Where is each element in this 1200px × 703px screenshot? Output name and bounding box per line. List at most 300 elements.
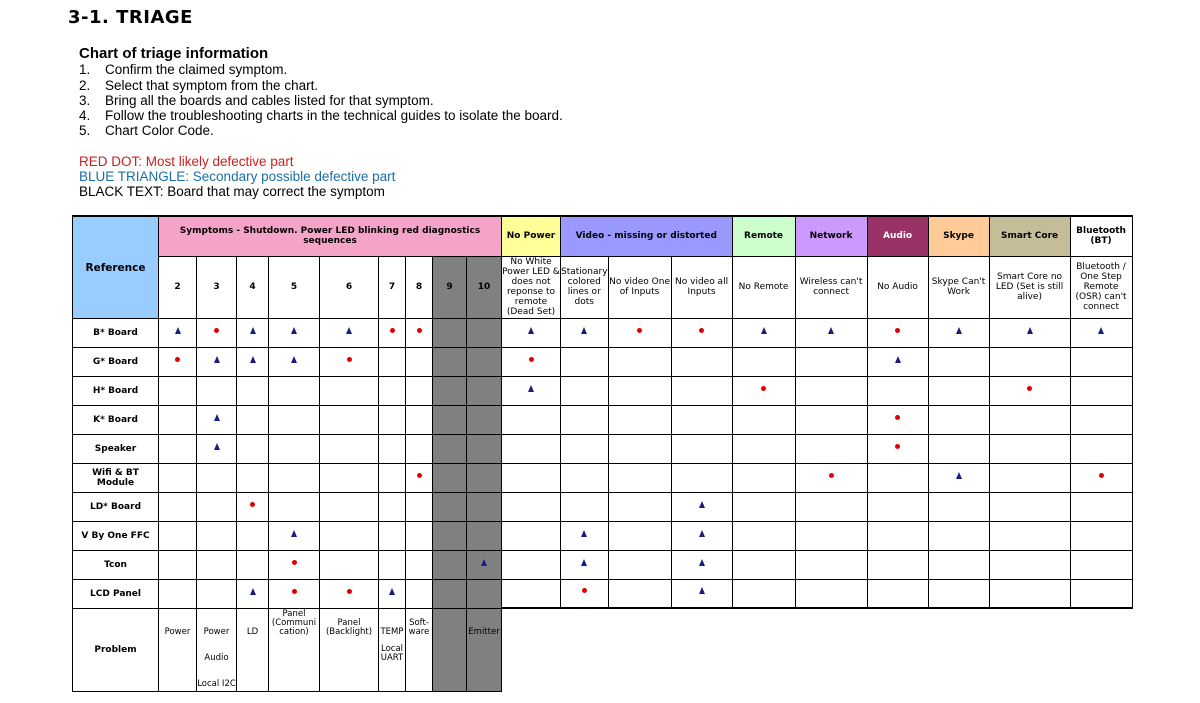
table-row xyxy=(73,550,1133,579)
table-cell xyxy=(433,405,467,434)
table-cell xyxy=(561,492,609,521)
row-label: G* Board xyxy=(73,347,159,376)
table-cell xyxy=(197,579,237,608)
table-cell xyxy=(467,405,502,434)
table-cell xyxy=(732,550,795,579)
table-cell xyxy=(989,347,1070,376)
table-cell xyxy=(433,318,467,347)
blue-triangle-icon xyxy=(699,559,705,566)
table-cell xyxy=(502,463,561,492)
problem-text: Panel (Communi cation) xyxy=(271,608,317,637)
table-cell xyxy=(433,434,467,463)
table-cell xyxy=(928,521,989,550)
table-cell xyxy=(795,463,867,492)
table-cell xyxy=(795,376,867,405)
step-item xyxy=(79,123,563,138)
column-header: No White Power LED & does not reponse to remote (Dead Set) xyxy=(502,257,560,317)
step-text: Follow the troubleshooting charts in the technical guides to isolate the board. xyxy=(105,108,563,124)
table-cell xyxy=(159,405,197,434)
table-cell xyxy=(1070,492,1132,521)
table-cell xyxy=(732,579,795,608)
table-cell xyxy=(467,579,502,608)
blue-triangle-icon xyxy=(291,327,297,334)
table-cell xyxy=(867,318,928,347)
table-cell xyxy=(433,579,467,608)
legend-red-dot: RED DOT: Most likely defective part xyxy=(79,153,294,169)
table-cell xyxy=(159,318,197,347)
table-cell xyxy=(867,434,928,463)
reference-header: Reference xyxy=(73,216,159,318)
table-cell xyxy=(795,579,867,608)
problem-cell xyxy=(406,608,433,691)
blue-triangle-icon xyxy=(699,501,705,508)
problem-text: Panel (Backlight) xyxy=(325,617,373,637)
table-cell xyxy=(467,347,502,376)
table-cell xyxy=(159,376,197,405)
table-cell xyxy=(159,550,197,579)
table-cell xyxy=(561,376,609,405)
column-header: No Remote xyxy=(732,256,795,318)
blue-triangle-icon xyxy=(581,559,587,566)
table-cell xyxy=(379,376,406,405)
step-number: 2. xyxy=(79,77,91,93)
blue-triangle-icon xyxy=(761,327,767,334)
table-cell xyxy=(928,492,989,521)
table-cell xyxy=(379,492,406,521)
table-cell xyxy=(608,434,671,463)
problem-text: LD xyxy=(246,626,259,637)
step-number: 3. xyxy=(79,92,91,108)
table-row xyxy=(73,376,1133,405)
table-cell xyxy=(406,463,433,492)
table-cell xyxy=(561,579,609,608)
table-cell xyxy=(502,579,561,608)
group-no-power: No Power xyxy=(502,216,561,256)
table-cell xyxy=(867,405,928,434)
problem-text: Audio xyxy=(204,652,229,663)
step-item xyxy=(79,78,563,93)
table-cell xyxy=(867,579,928,608)
step-item xyxy=(79,62,563,77)
table-cell xyxy=(433,376,467,405)
table-cell xyxy=(671,492,732,521)
table-row xyxy=(73,318,1133,347)
table-cell xyxy=(671,376,732,405)
table-cell xyxy=(989,376,1070,405)
step-number: 5. xyxy=(79,123,91,139)
red-dot-icon xyxy=(895,328,900,333)
table-cell xyxy=(608,405,671,434)
blue-triangle-icon xyxy=(346,327,352,334)
table-cell xyxy=(320,376,379,405)
blue-triangle-icon xyxy=(581,327,587,334)
table-cell xyxy=(608,347,671,376)
table-cell xyxy=(671,405,732,434)
table-cell xyxy=(732,434,795,463)
row-label: H* Board xyxy=(73,376,159,405)
table-cell xyxy=(269,492,320,521)
problem-text: Soft- ware xyxy=(408,617,430,637)
table-cell xyxy=(320,550,379,579)
column-header: 9 xyxy=(433,256,467,318)
table-cell xyxy=(237,579,269,608)
problem-text: Power xyxy=(203,626,230,637)
table-cell xyxy=(237,521,269,550)
row-label: Wifi & BT Module xyxy=(73,463,159,492)
table-cell xyxy=(467,434,502,463)
table-cell xyxy=(671,434,732,463)
problem-cell xyxy=(269,608,320,691)
blue-triangle-icon xyxy=(214,414,220,421)
blue-triangle-icon xyxy=(175,327,181,334)
problem-label: Problem xyxy=(73,608,159,691)
step-item xyxy=(79,93,563,108)
table-cell xyxy=(671,521,732,550)
problem-cell xyxy=(159,608,197,691)
column-header: 4 xyxy=(237,256,269,318)
problem-text: TEMP xyxy=(380,626,404,637)
table-cell xyxy=(928,579,989,608)
table-row xyxy=(73,463,1133,492)
table-cell xyxy=(269,376,320,405)
red-dot-icon xyxy=(895,444,900,449)
table-cell xyxy=(928,318,989,347)
table-cell xyxy=(671,347,732,376)
red-dot-icon xyxy=(1099,473,1104,478)
table-cell xyxy=(502,492,561,521)
table-cell xyxy=(502,318,561,347)
section-title: 3-1. TRIAGE xyxy=(68,7,193,28)
blue-triangle-icon xyxy=(1027,327,1033,334)
table-cell xyxy=(406,376,433,405)
column-header: Wireless can't connect xyxy=(795,256,867,318)
blue-triangle-icon xyxy=(291,530,297,537)
table-cell xyxy=(379,550,406,579)
row-label: Tcon xyxy=(73,550,159,579)
table-cell xyxy=(433,521,467,550)
group-skype: Skype xyxy=(928,216,989,256)
row-label: LCD Panel xyxy=(73,579,159,608)
table-cell xyxy=(406,550,433,579)
table-cell xyxy=(467,376,502,405)
table-cell xyxy=(608,579,671,608)
column-header: No Audio xyxy=(867,256,928,318)
table-cell xyxy=(406,579,433,608)
column-header: 7 xyxy=(379,256,406,318)
table-cell xyxy=(269,521,320,550)
red-dot-icon xyxy=(347,357,352,362)
red-dot-icon xyxy=(347,589,352,594)
table-cell xyxy=(379,318,406,347)
table-cell xyxy=(406,492,433,521)
group-network: Network xyxy=(795,216,867,256)
table-cell xyxy=(269,550,320,579)
table-cell xyxy=(502,347,561,376)
column-header: No video all Inputs xyxy=(671,256,732,318)
table-cell xyxy=(795,521,867,550)
table-cell xyxy=(1070,463,1132,492)
table-cell xyxy=(795,347,867,376)
table-cell xyxy=(467,521,502,550)
table-row xyxy=(73,521,1133,550)
problem-cell xyxy=(320,608,379,691)
group-header-row xyxy=(73,216,1133,256)
column-header: 5 xyxy=(269,256,320,318)
table-cell xyxy=(159,434,197,463)
table-cell xyxy=(320,405,379,434)
table-cell xyxy=(732,347,795,376)
row-label: Speaker xyxy=(73,434,159,463)
table-cell xyxy=(237,463,269,492)
table-cell xyxy=(928,376,989,405)
table-cell xyxy=(197,376,237,405)
table-cell xyxy=(269,347,320,376)
table-cell xyxy=(433,463,467,492)
column-header: 2 xyxy=(159,256,197,318)
table-cell xyxy=(989,318,1070,347)
problem-cell xyxy=(379,608,406,691)
blue-triangle-icon xyxy=(528,327,534,334)
table-cell xyxy=(320,463,379,492)
legend-blue-triangle: BLUE TRIANGLE: Secondary possible defective part xyxy=(79,169,396,185)
table-cell xyxy=(867,492,928,521)
table-cell xyxy=(989,463,1070,492)
problem-text: Emitter xyxy=(468,626,500,637)
table-cell xyxy=(159,579,197,608)
table-cell xyxy=(732,521,795,550)
table-cell xyxy=(1070,318,1132,347)
table-cell xyxy=(928,434,989,463)
table-cell xyxy=(867,376,928,405)
table-row xyxy=(73,405,1133,434)
table-cell xyxy=(269,463,320,492)
group-bluetooth: Bluetooth (BT) xyxy=(1070,216,1132,256)
table-cell xyxy=(1070,550,1132,579)
table-cell xyxy=(197,434,237,463)
table-cell xyxy=(320,521,379,550)
table-cell xyxy=(561,463,609,492)
table-cell xyxy=(197,463,237,492)
column-header: No video One of Inputs xyxy=(608,256,671,318)
table-cell xyxy=(197,550,237,579)
table-cell xyxy=(732,463,795,492)
table-cell xyxy=(732,318,795,347)
table-cell xyxy=(379,434,406,463)
problem-text: Power xyxy=(164,626,191,637)
row-label: K* Board xyxy=(73,405,159,434)
red-dot-icon xyxy=(214,328,219,333)
triage-table xyxy=(72,215,1133,692)
blue-triangle-icon xyxy=(1098,327,1104,334)
table-cell xyxy=(320,434,379,463)
table-cell xyxy=(379,405,406,434)
table-cell xyxy=(467,492,502,521)
step-text: Confirm the claimed symptom. xyxy=(105,62,288,78)
red-dot-icon xyxy=(250,502,255,507)
table-cell xyxy=(406,521,433,550)
table-cell xyxy=(237,492,269,521)
group-video: Video - missing or distorted xyxy=(561,216,733,256)
table-cell xyxy=(1070,376,1132,405)
blue-triangle-icon xyxy=(291,356,297,363)
blue-triangle-icon xyxy=(956,327,962,334)
table-cell xyxy=(269,434,320,463)
table-cell xyxy=(269,318,320,347)
problem-text: Local UART xyxy=(380,643,404,663)
table-cell xyxy=(433,347,467,376)
step-item xyxy=(79,108,563,123)
table-cell xyxy=(989,492,1070,521)
step-text: Chart Color Code. xyxy=(105,123,214,139)
table-row xyxy=(73,434,1133,463)
step-text: Bring all the boards and cables listed for that symptom. xyxy=(105,92,434,108)
table-cell xyxy=(732,376,795,405)
table-cell xyxy=(159,347,197,376)
table-cell xyxy=(795,550,867,579)
table-cell xyxy=(406,347,433,376)
table-cell xyxy=(928,550,989,579)
group-remote: Remote xyxy=(732,216,795,256)
table-cell xyxy=(159,463,197,492)
table-cell xyxy=(1070,405,1132,434)
table-cell xyxy=(989,405,1070,434)
table-cell xyxy=(237,550,269,579)
problem-row-blank xyxy=(502,608,1133,691)
table-cell xyxy=(1070,347,1132,376)
table-cell xyxy=(561,521,609,550)
table-cell xyxy=(502,405,561,434)
group-audio: Audio xyxy=(867,216,928,256)
table-cell xyxy=(795,434,867,463)
blue-triangle-icon xyxy=(481,559,487,566)
table-cell xyxy=(561,434,609,463)
blue-triangle-icon xyxy=(389,588,395,595)
blue-triangle-icon xyxy=(956,472,962,479)
column-header: Skype Can't Work xyxy=(928,256,989,318)
row-label: V By One FFC xyxy=(73,521,159,550)
table-cell xyxy=(608,463,671,492)
table-cell xyxy=(502,550,561,579)
table-cell xyxy=(928,463,989,492)
table-cell xyxy=(608,521,671,550)
table-cell xyxy=(467,550,502,579)
blue-triangle-icon xyxy=(699,587,705,594)
problem-text: Local I2C xyxy=(197,678,236,689)
blue-triangle-icon xyxy=(895,356,901,363)
table-row xyxy=(73,579,1133,608)
table-cell xyxy=(320,347,379,376)
table-cell xyxy=(159,492,197,521)
table-cell xyxy=(561,347,609,376)
table-cell xyxy=(671,318,732,347)
row-label: LD* Board xyxy=(73,492,159,521)
table-cell xyxy=(502,376,561,405)
column-header: 6 xyxy=(320,256,379,318)
blue-triangle-icon xyxy=(214,356,220,363)
intro-subtitle: Chart of triage information xyxy=(79,45,269,62)
red-dot-icon xyxy=(292,560,297,565)
legend-black-text: BLACK TEXT: Board that may correct the symptom xyxy=(79,184,385,200)
group-smart-core: Smart Core xyxy=(989,216,1070,256)
intro-block xyxy=(79,46,563,200)
table-cell xyxy=(467,463,502,492)
problem-cell xyxy=(433,608,467,691)
red-dot-icon xyxy=(895,415,900,420)
table-cell xyxy=(406,405,433,434)
table-cell xyxy=(379,521,406,550)
table-cell xyxy=(433,550,467,579)
red-dot-icon xyxy=(699,328,704,333)
blue-triangle-icon xyxy=(250,327,256,334)
table-cell xyxy=(237,405,269,434)
table-cell xyxy=(867,347,928,376)
table-cell xyxy=(989,550,1070,579)
red-dot-icon xyxy=(417,328,422,333)
table-cell xyxy=(989,579,1070,608)
table-cell xyxy=(561,550,609,579)
column-header: 8 xyxy=(406,256,433,318)
table-cell xyxy=(269,579,320,608)
table-cell xyxy=(1070,434,1132,463)
table-cell xyxy=(608,550,671,579)
red-dot-icon xyxy=(761,386,766,391)
table-cell xyxy=(197,405,237,434)
table-cell xyxy=(502,521,561,550)
table-cell xyxy=(237,318,269,347)
table-cell xyxy=(433,492,467,521)
table-cell xyxy=(561,318,609,347)
table-cell xyxy=(732,492,795,521)
table-cell xyxy=(320,492,379,521)
red-dot-icon xyxy=(417,473,422,478)
blue-triangle-icon xyxy=(214,443,220,450)
table-cell xyxy=(320,318,379,347)
table-row xyxy=(73,492,1133,521)
blue-triangle-icon xyxy=(250,588,256,595)
table-cell xyxy=(502,434,561,463)
step-number: 4. xyxy=(79,108,91,124)
column-header: Stationary colored lines or dots xyxy=(561,256,609,318)
table-row xyxy=(73,347,1133,376)
problem-cell xyxy=(197,608,237,691)
table-cell xyxy=(671,463,732,492)
red-dot-icon xyxy=(637,328,642,333)
table-cell xyxy=(1070,521,1132,550)
table-cell xyxy=(197,347,237,376)
table-cell xyxy=(867,521,928,550)
table-cell xyxy=(867,463,928,492)
table-cell xyxy=(1070,579,1132,608)
column-header: 10 xyxy=(467,256,502,318)
red-dot-icon xyxy=(1027,386,1032,391)
table-cell xyxy=(237,434,269,463)
table-cell xyxy=(795,405,867,434)
problem-cell xyxy=(467,608,502,691)
table-cell xyxy=(269,405,320,434)
red-dot-icon xyxy=(529,357,534,362)
red-dot-icon xyxy=(829,473,834,478)
table-cell xyxy=(197,318,237,347)
table-cell xyxy=(406,318,433,347)
table-cell xyxy=(989,434,1070,463)
table-cell xyxy=(671,550,732,579)
table-cell xyxy=(928,347,989,376)
table-cell xyxy=(379,579,406,608)
column-header: 3 xyxy=(197,256,237,318)
column-header: Bluetooth / One Step Remote (OSR) can't connect xyxy=(1070,256,1132,318)
table-cell xyxy=(379,463,406,492)
table-cell xyxy=(159,521,197,550)
